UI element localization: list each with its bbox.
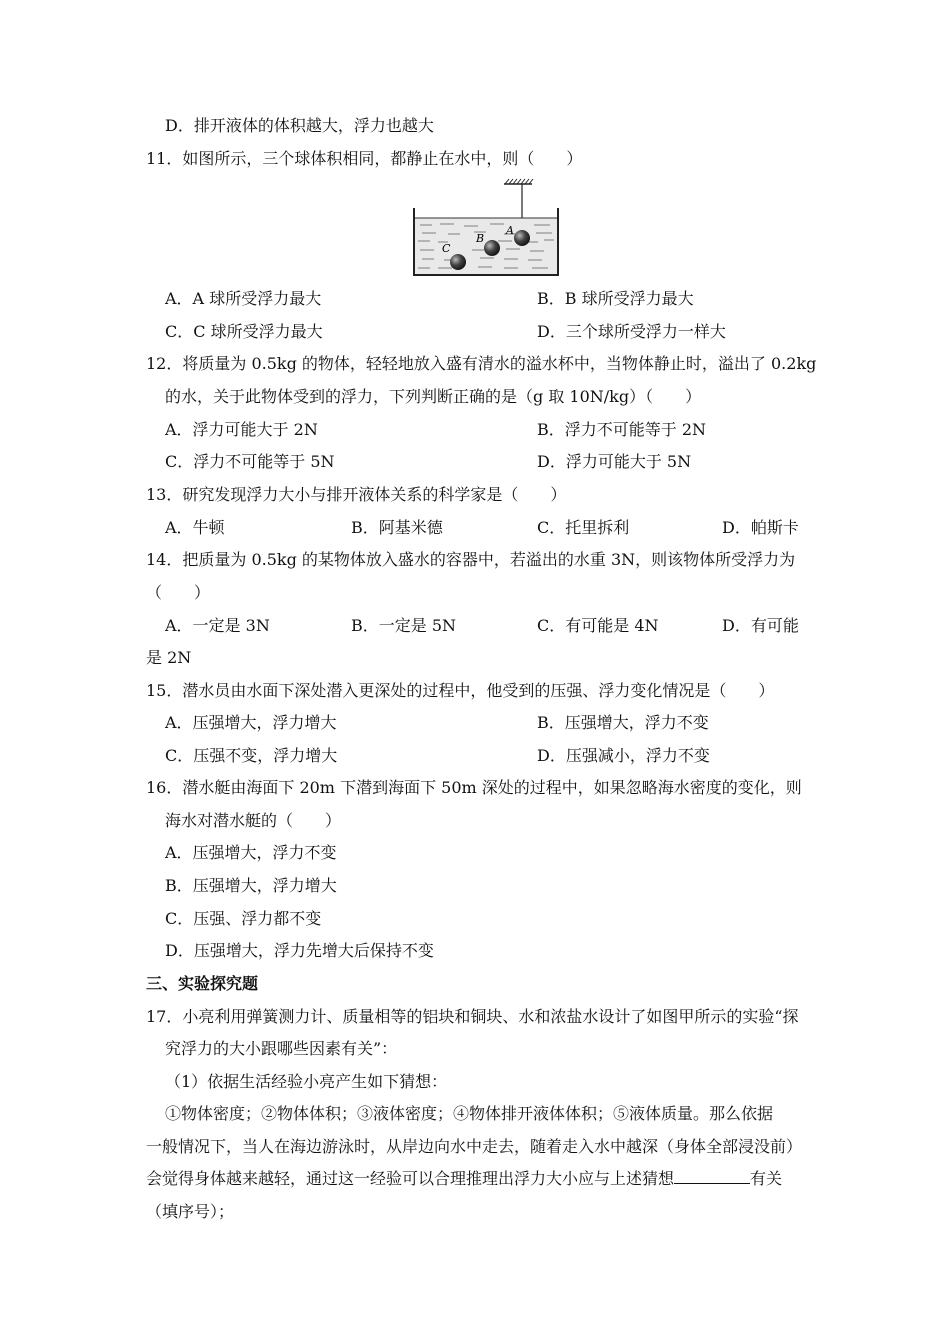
section-title: 三、实验探究题 (146, 974, 259, 993)
q12-option-c: C．浮力不可能等于 5N (165, 452, 335, 471)
label-a: A (506, 224, 514, 237)
q11-option-c: C．C 球所受浮力最大 (165, 322, 323, 341)
q16-option-d: D．压强增大，浮力先增大后保持不变 (165, 941, 434, 960)
q12-stem-line2: 的水，关于此物体受到的浮力，下列判断正确的是（g 取 10N/kg）（ ） (165, 387, 702, 406)
q15-option-b: B．压强增大，浮力不变 (537, 713, 709, 732)
q10-option-d: D．排开液体的体积越大，浮力也越大 (165, 116, 434, 135)
q12-option-a: A．浮力可能大于 2N (165, 420, 318, 439)
q14-option-a: A．一定是 3N (165, 616, 270, 635)
ball-b (484, 240, 500, 256)
q17-guess-line3 (146, 1169, 782, 1189)
ball-a (514, 230, 530, 246)
q13-option-b: B．阿基米德 (351, 518, 443, 537)
label-b: B (476, 232, 485, 245)
q14-option-d: D．有可能 (722, 616, 799, 635)
q13-option-d: D．帕斯卡 (722, 518, 799, 537)
q13-stem: 13．研究发现浮力大小与排开液体关系的科学家是（ ） (146, 485, 567, 504)
answer-blank[interactable] (674, 1169, 750, 1184)
q11-option-d: D．三个球所受浮力一样大 (537, 322, 726, 341)
q17-guess-line3-before: 会觉得身体越来越轻，通过这一经验可以合理推理出浮力大小应与上述猜想 (146, 1169, 675, 1188)
q17-guess-line3-after: 有关 (750, 1169, 783, 1188)
q15-option-c: C．压强不变，浮力增大 (165, 746, 338, 765)
q14-option-b: B．一定是 5N (351, 616, 457, 635)
q15-option-a: A．压强增大，浮力增大 (165, 713, 337, 732)
q12-option-d: D．浮力可能大于 5N (537, 452, 692, 471)
q13-option-c: C．托里拆利 (537, 518, 630, 537)
q11-option-b: B．B 球所受浮力最大 (537, 289, 694, 308)
q16-option-c: C．压强、浮力都不变 (165, 909, 322, 928)
q13-option-a: A．牛顿 (165, 518, 225, 537)
label-c: C (442, 242, 451, 255)
q17-guess-line4: （填序号）； (146, 1202, 235, 1221)
q16-stem-line2: 海水对潜水艇的（ ） (165, 811, 342, 830)
q17-stem-line2: 究浮力的大小跟哪些因素有关”： (165, 1039, 398, 1058)
q14-option-d-cont: 是 2N (146, 648, 192, 667)
q16-stem-line1: 16．潜水艇由海面下 20m 下潜到海面下 50m 深处的过程中，如果忽略海水密度的变化，则 (146, 778, 802, 797)
q17-guess-line2: 一般情况下，当人在海边游泳时，从岸边向水中走去，随着走入水中越深（身体全部浸没前） (146, 1137, 803, 1156)
q14-stem-line1: 14．把质量为 0.5kg 的某物体放入盛水的容器中，若溢出的水重 3N，则该物体所受浮力为 (146, 550, 796, 569)
q15-stem: 15．潜水员由水面下深处潜入更深处的过程中，他受到的压强、浮力变化情况是（ ） (146, 681, 775, 700)
q17-guess-line1: ①物体密度；②物体体积；③液体密度；④物体排开液体体积；⑤液体质量。那么依据 (165, 1104, 774, 1123)
q12-stem-line1: 12．将质量为 0.5kg 的物体，轻轻地放入盛有清水的溢水杯中，当物体静止时，溢出了 0.2kg (146, 354, 817, 373)
q15-option-d: D．压强减小，浮力不变 (537, 746, 710, 765)
ball-c (450, 254, 466, 270)
q16-option-b: B．压强增大，浮力增大 (165, 876, 337, 895)
q17-part1: （1）依据生活经验小亮产生如下猜想： (165, 1072, 448, 1091)
q14-stem-line2: （ ） (146, 583, 211, 602)
q17-stem-line1: 17．小亮利用弹簧测力计、质量相等的铝块和铜块、水和浓盐水设计了如图甲所示的实验“探 (146, 1007, 799, 1026)
q14-option-c: C．有可能是 4N (537, 616, 659, 635)
q11-stem: 11．如图所示，三个球体积相同，都静止在水中，则（ ） (146, 149, 583, 168)
q11-option-a: A．A 球所受浮力最大 (165, 289, 322, 308)
q16-option-a: A．压强增大，浮力不变 (165, 843, 337, 862)
q11-figure (408, 178, 563, 278)
q12-option-b: B．浮力不可能等于 2N (537, 420, 707, 439)
